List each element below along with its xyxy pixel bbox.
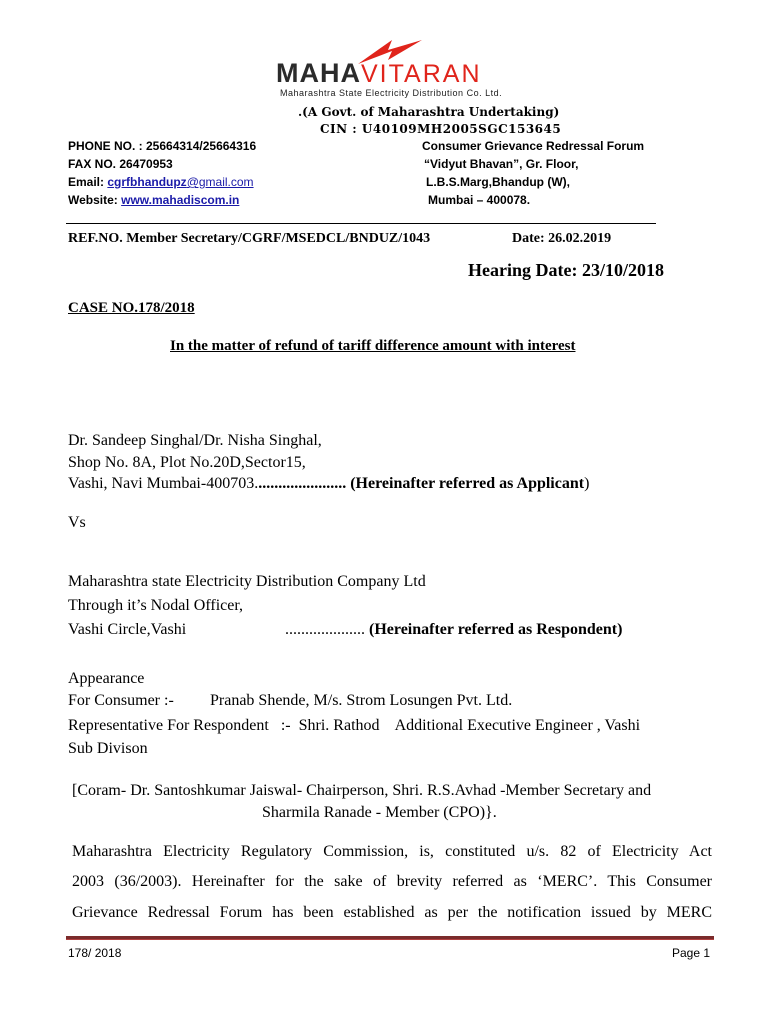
phone-number: PHONE NO. : 25664314/25664316 — [68, 139, 257, 153]
logo-vitaran: VITARAN — [361, 60, 482, 88]
email-domain: @gmail.com — [186, 175, 254, 189]
hearing-date: Hearing Date: 23/10/2018 — [468, 260, 664, 280]
footer-case-ref: 178/ 2018 — [68, 946, 122, 960]
reference-date: Date: 26.02.2019 — [512, 231, 612, 246]
logo-maha: MAHA — [276, 58, 361, 88]
mahavitaran-logo — [270, 38, 520, 100]
applicant-address: Vashi, Navi Mumbai-400703. — [68, 475, 259, 492]
header-divider — [66, 223, 656, 224]
footer-divider — [66, 936, 714, 940]
website-line — [68, 193, 239, 207]
representative-line-2: Sub Divison — [68, 740, 148, 757]
respondent-line-3: Vashi Circle,Vashi — [68, 621, 187, 638]
govt-undertaking: .(A Govt. of Maharashtra Undertaking) — [298, 105, 560, 119]
consumer-value: Pranab Shende, M/s. Strom Losungen Pvt. Ltd. — [210, 692, 513, 709]
coram-line-2: Sharmila Ranade - Member (CPO)}. — [262, 804, 497, 821]
fax-number: FAX NO. 26470953 — [68, 157, 173, 171]
website-label: Website: — [68, 193, 122, 207]
logo-subtitle: Maharashtra State Electricity Distribution Co. Ltd. — [280, 88, 503, 98]
respondent-line-1: Maharashtra state Electricity Distribution Company Ltd — [68, 573, 426, 590]
applicant-line-3 — [68, 475, 589, 493]
applicant-line-1: Dr. Sandeep Singhal/Dr. Nisha Singhal, — [68, 432, 322, 449]
forum-address-2: L.B.S.Marg,Bhandup (W), — [426, 175, 570, 189]
respondent-line-2: Through it’s Nodal Officer, — [68, 597, 244, 614]
footer-page-number: Page 1 — [672, 946, 711, 960]
cin-number: CIN : U40109MH2005SGC153645 — [320, 122, 562, 136]
case-number: CASE NO.178/2018 — [68, 300, 195, 316]
respondent-label: (Hereinafter referred as Respondent) — [365, 621, 623, 638]
consumer-label: For Consumer :- — [68, 692, 174, 709]
paragraph-line-1: Maharashtra Electricity Regulatory Commission, is, constituted u/s. 82 of Electricity Act — [72, 843, 712, 860]
reference-number: REF.NO. Member Secretary/CGRF/MSEDCL/BNDUZ/1043 — [68, 231, 431, 246]
respondent-label-line — [285, 621, 622, 639]
forum-address-3: Mumbai – 400078. — [428, 193, 531, 207]
applicant-close: ) — [584, 475, 590, 492]
paragraph-line-2: 2003 (36/2003). Hereinafter for the sake of brevity referred as ‘MERC’. This Consumer — [72, 873, 712, 890]
forum-name: Consumer Grievance Redressal Forum — [422, 139, 645, 153]
respondent-dots: .................... — [285, 621, 365, 638]
appearance-heading: Appearance — [68, 670, 145, 687]
coram-line-1: [Coram- Dr. Santoshkumar Jaiswal- Chairperson, Shri. R.S.Avhad -Member Secretary and — [72, 782, 652, 799]
email-line — [68, 175, 254, 189]
versus: Vs — [68, 514, 86, 531]
paragraph-line-3: Grievance Redressal Forum has been established as per the notification issued by MERC — [72, 904, 712, 921]
logo-wordmark — [276, 58, 482, 89]
applicant-line-2: Shop No. 8A, Plot No.20D,Sector15, — [68, 454, 306, 471]
website-link[interactable]: www.mahadiscom.in — [121, 193, 240, 207]
applicant-dots: ...................... — [258, 475, 347, 492]
matter-title: In the matter of refund of tariff difference amount with interest — [170, 338, 576, 354]
email-link[interactable] — [107, 175, 253, 189]
applicant-label: (Hereinafter referred as Applicant — [346, 475, 585, 492]
forum-address-1: “Vidyut Bhavan”, Gr. Floor, — [424, 157, 579, 171]
representative-line: Representative For Respondent :- Shri. Rathod Additional Executive Engineer , Vashi — [68, 717, 641, 734]
email-label: Email: — [68, 175, 108, 189]
email-user: cgrfbhandupz — [107, 175, 187, 189]
